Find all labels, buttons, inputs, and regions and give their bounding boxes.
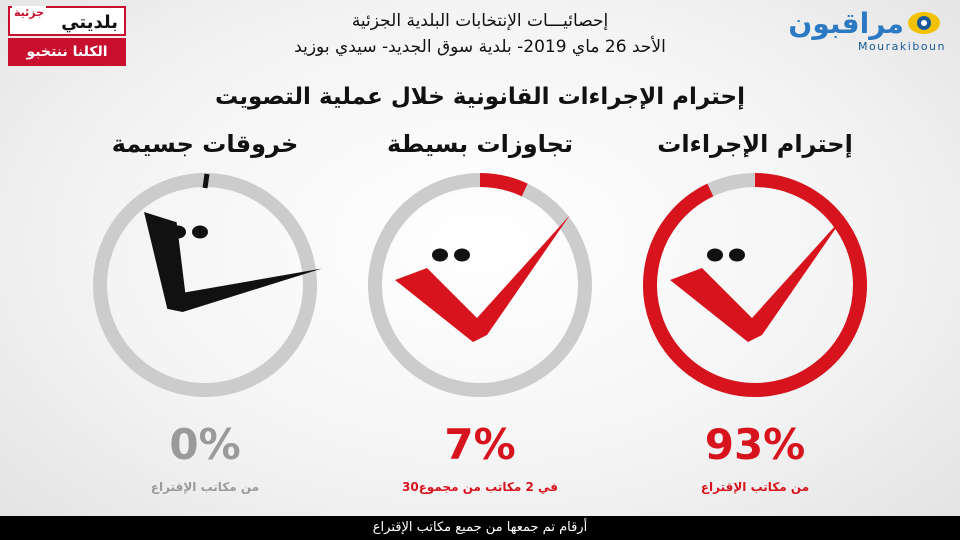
- logo-right-name: مراقبون: [788, 7, 904, 40]
- dot-icon: [192, 226, 208, 239]
- header-line1: إحصائيـــات الإنتخابات البلدية الجزئية: [351, 11, 609, 31]
- panel-subtitle: في 2 مكاتب من مجموع30: [402, 480, 558, 494]
- footer-text: أرقام تم جمعها من جميع مكاتب الإقتراع: [372, 520, 588, 535]
- percent-value: 7: [444, 420, 474, 469]
- header-line2: الأحد 26 ماي 2019- بلدية سوق الجديد- سيدي بوزيد: [294, 37, 666, 57]
- gauge-ring: [630, 160, 880, 410]
- gauge-track: [100, 180, 310, 390]
- footer-bar: [0, 516, 960, 540]
- gauge-value-arc: [480, 180, 525, 190]
- panel-title: خروقات جسيمة: [111, 130, 299, 158]
- dot-icon: [707, 249, 723, 262]
- logo-left-bottom: الكلنا ننتخبو: [8, 38, 126, 66]
- dot-icon: [454, 249, 470, 262]
- checkmark-icon: [395, 215, 570, 342]
- percent-sign: %: [198, 420, 241, 469]
- panel-subtitle: من مكاتب الإقتراع: [150, 480, 260, 494]
- logo-left-tag: جزئية: [14, 6, 45, 19]
- panel-percent: [80, 420, 330, 469]
- panel-serious-violations: [80, 130, 330, 510]
- dot-icon: [729, 249, 745, 262]
- gauge-ring: [80, 160, 330, 410]
- chart-title: إحترام الإجراءات القانونية خلال عملية التصويت: [214, 84, 746, 110]
- percent-value: 0: [169, 420, 199, 469]
- percent-sign: %: [473, 420, 516, 469]
- checkmark-icon: [670, 215, 845, 342]
- panel-minor-violations: [355, 130, 605, 510]
- gauge-zero-tick: [205, 174, 207, 188]
- panel-respect-procedures: [630, 130, 880, 510]
- dot-icon: [170, 226, 186, 239]
- panel-percent: [630, 420, 880, 469]
- panel-percent: [355, 420, 605, 469]
- panel-subtitle: من مكاتب الإقتراع: [700, 480, 810, 494]
- logo-left-main: بلديتي: [61, 12, 118, 33]
- gauge-ring: [355, 160, 605, 410]
- panel-title: إحترام الإجراءات: [657, 130, 853, 158]
- header: [0, 8, 960, 110]
- panel-title: تجاوزات بسيطة: [387, 130, 573, 158]
- percent-sign: %: [763, 420, 806, 469]
- logo-right-latin: Mourakiboun: [857, 40, 946, 53]
- dot-icon: [432, 249, 448, 262]
- percent-value: 93: [704, 420, 764, 469]
